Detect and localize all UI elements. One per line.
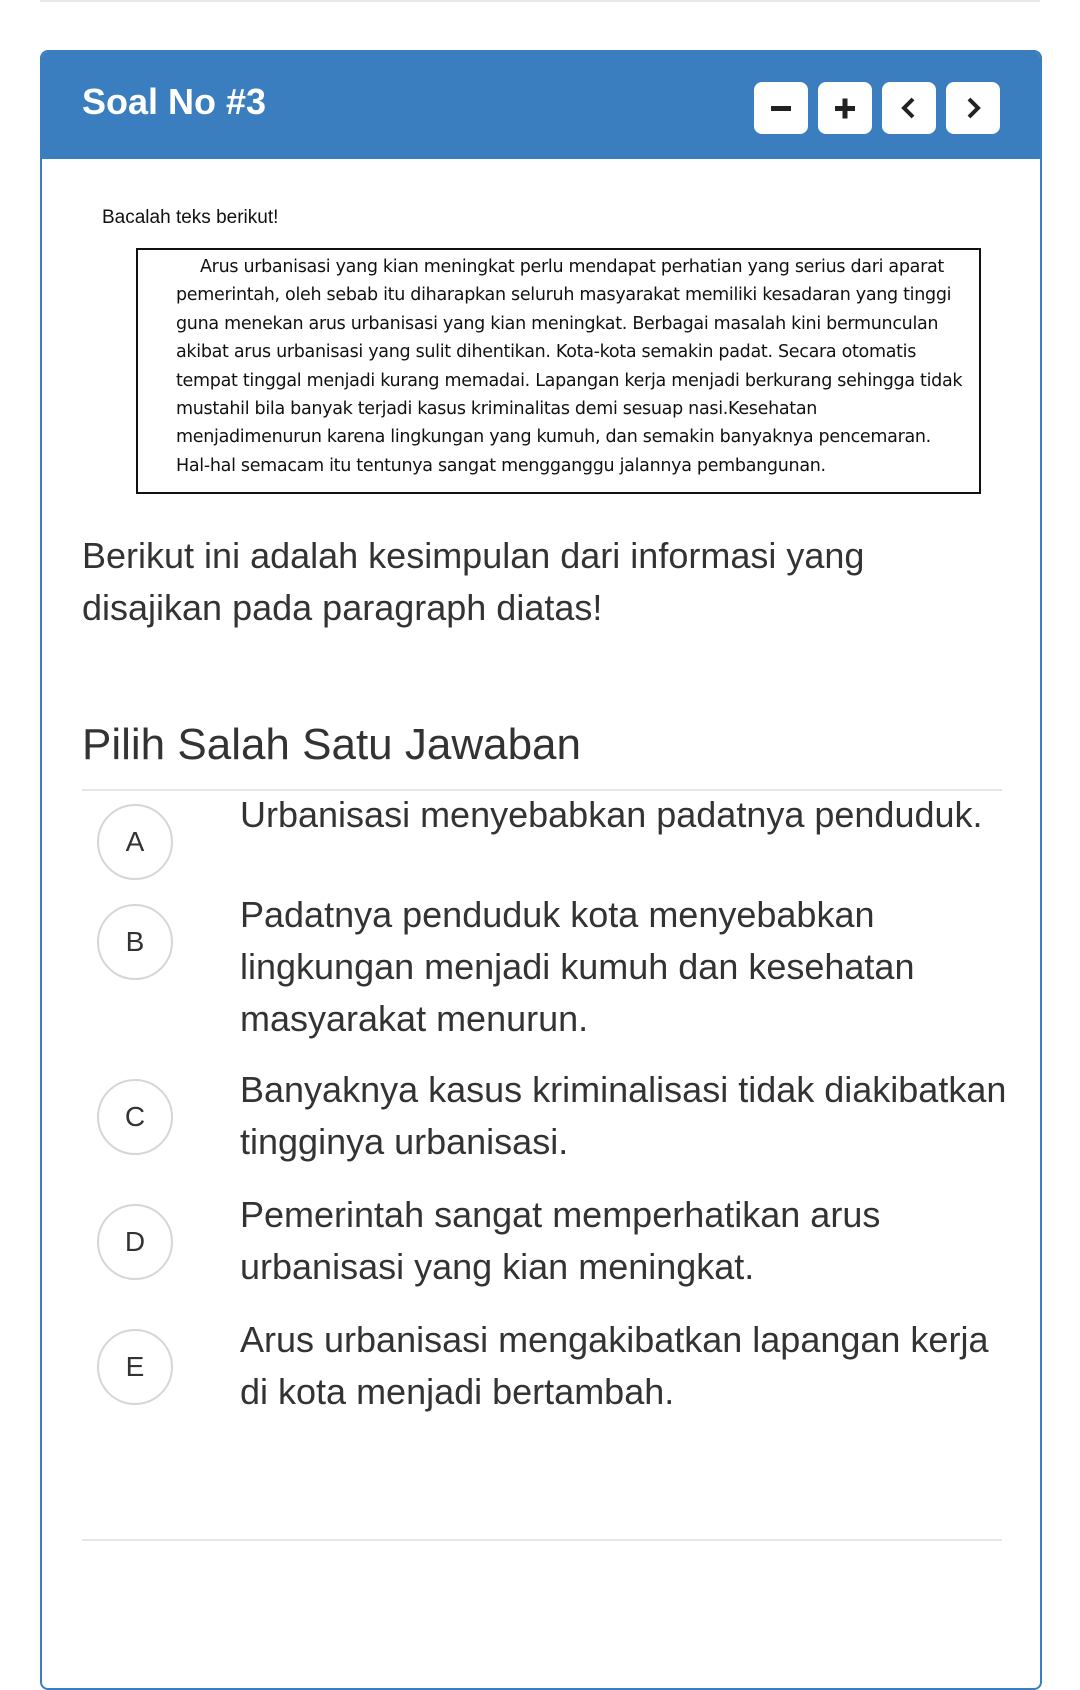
passage-line: akibat arus urbanisasi yang sulit dihentikan. Kota-kota semakin padat. Secara otomatis xyxy=(176,342,917,363)
card-header xyxy=(42,52,1040,159)
zoom-in-button[interactable] xyxy=(818,82,872,134)
passage-line: tempat tinggal menjadi kurang memadai. Lapangan kerja menjadi berkurang sehingga tidak xyxy=(176,370,963,391)
passage-line: Arus urbanisasi yang kian meningkat perlu mendapat perhatian yang serius dari aparat xyxy=(200,257,944,277)
question-card xyxy=(40,50,1042,1690)
bottom-divider xyxy=(82,1539,1002,1541)
option-text[interactable]: Arus urbanisasi mengakibatkan lapangan kerja di kota menjadi bertambah. xyxy=(240,1319,989,1412)
plus-icon xyxy=(833,96,857,120)
previous-button[interactable] xyxy=(882,82,936,134)
option-text[interactable]: Urbanisasi menyebabkan padatnya penduduk. xyxy=(240,794,983,835)
option-text[interactable]: Banyaknya kasus kriminalisasi tidak diakibatkan tingginya urbanisasi. xyxy=(240,1069,1007,1162)
option-letter-badge[interactable]: E xyxy=(97,1329,173,1405)
passage-line: mustahil bila banyak terjadi kasus kriminalitas demi sesuap nasi.Kesehatan xyxy=(176,399,818,420)
option-letter-badge[interactable]: C xyxy=(97,1079,173,1155)
passage-line: guna menekan arus urbanisasi yang kian meningkat. Berbagai masalah kini bermunculan xyxy=(176,313,939,334)
minus-icon xyxy=(769,96,793,120)
next-button[interactable] xyxy=(946,82,1000,134)
option-letter-badge[interactable]: A xyxy=(97,804,173,880)
chevron-right-icon xyxy=(961,96,985,120)
reading-passage xyxy=(136,248,981,494)
passage-instruction: Bacalah teks berikut! xyxy=(102,207,279,228)
option-letter-badge[interactable]: B xyxy=(97,904,173,980)
option-letter-badge[interactable]: D xyxy=(97,1204,173,1280)
answer-section-title: Pilih Salah Satu Jawaban xyxy=(82,720,581,769)
top-divider xyxy=(40,0,1040,2)
passage-line: Hal-hal semacam itu tentunya sangat mengganggu jalannya pembangunan. xyxy=(176,455,826,476)
passage-line: menjadimenurun karena lingkungan yang kumuh, dan semakin banyaknya pencemaran. xyxy=(176,427,931,448)
header-button-group xyxy=(754,82,1000,134)
zoom-out-button[interactable] xyxy=(754,82,808,134)
passage-line: pemerintah, oleh sebab itu diharapkan seluruh masyarakat memiliki kesadaran yang tinggi xyxy=(176,285,952,306)
option-text[interactable]: Pemerintah sangat memperhatikan arus urbanisasi yang kian meningkat. xyxy=(240,1194,881,1287)
question-number-title: Soal No #3 xyxy=(82,81,267,122)
question-text: Berikut ini adalah kesimpulan dari informasi yang disajikan pada paragraph diatas! xyxy=(82,535,865,628)
chevron-left-icon xyxy=(897,96,921,120)
option-text[interactable]: Padatnya penduduk kota menyebabkan lingkungan menjadi kumuh dan kesehatan masyarakat menurun. xyxy=(240,894,915,1039)
